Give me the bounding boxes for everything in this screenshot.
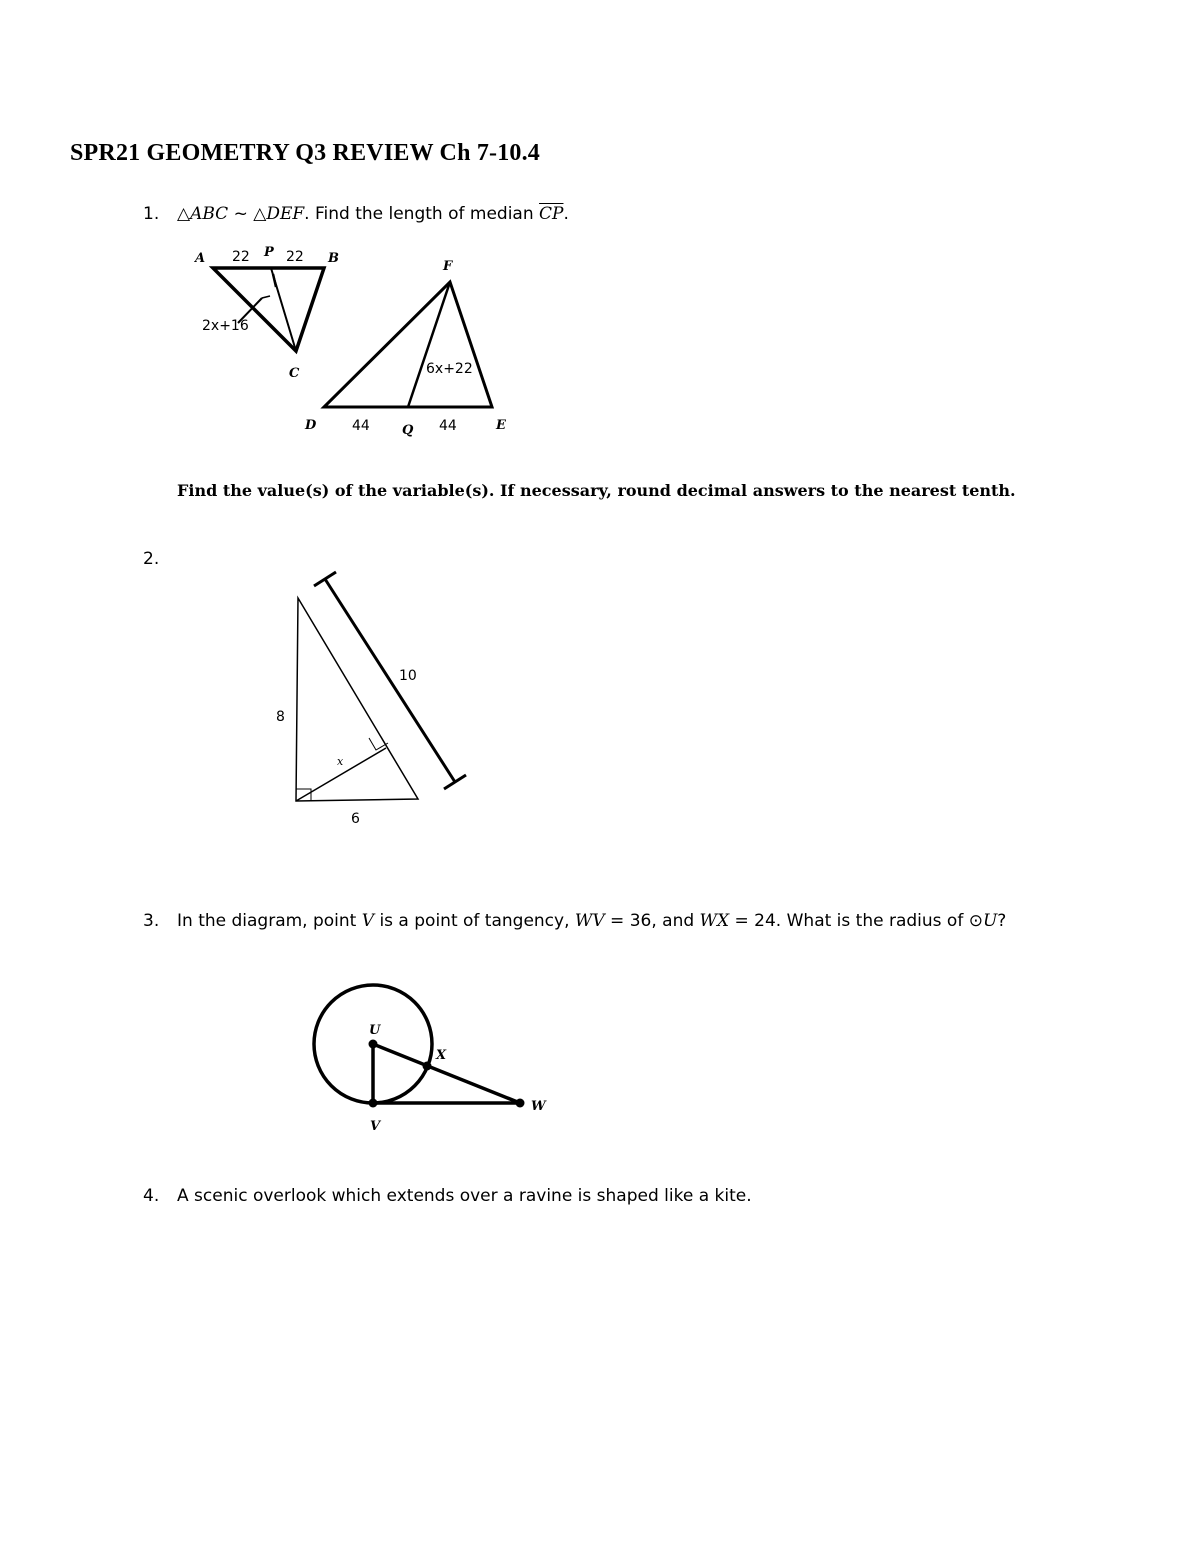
label-u: U [369, 1023, 381, 1038]
point-x-dot [423, 1062, 432, 1071]
triangle-icon: △ [177, 204, 191, 224]
page-title: SPR21 GEOMETRY Q3 REVIEW Ch 7-10.4 [70, 140, 541, 166]
label-altitude: x [337, 755, 344, 768]
similar-symbol: ~ [233, 204, 248, 224]
circle-icon: ⊙ [968, 911, 983, 931]
q3-text-4: = 24. What is the radius of [729, 911, 969, 931]
label-a: A [195, 251, 206, 266]
triangle-icon: △ [253, 204, 267, 224]
point-w-dot [516, 1099, 525, 1108]
question-1-number: 1. [143, 204, 160, 224]
question-2-number: 2. [143, 549, 160, 569]
label-d: D [305, 418, 317, 433]
point-u-dot [369, 1040, 378, 1049]
point-v-dot [369, 1099, 378, 1108]
label-p: P [264, 245, 274, 260]
label-pb: 22 [286, 249, 304, 265]
question-4-text: A scenic overlook which extends over a ravine is shaped like a kite. [177, 1186, 752, 1206]
secant-uw [373, 1044, 520, 1103]
q3-text-1: In the diagram, point [177, 911, 362, 931]
instruction-text: Find the value(s) of the variable(s). If necessary, round decimal answers to the nearest tenth. [177, 481, 1016, 500]
label-e: E [496, 418, 506, 433]
triangle-abc: ABC [190, 204, 229, 224]
q3-text-3: = 36, and [604, 911, 700, 931]
label-x: X [436, 1048, 447, 1063]
q3-text-5: ? [997, 911, 1007, 931]
question-4-number: 4. [143, 1186, 160, 1206]
label-bottom-leg: 6 [351, 811, 360, 827]
label-qe: 44 [439, 418, 457, 434]
label-w: W [531, 1099, 546, 1114]
label-c: C [289, 366, 300, 381]
label-hypotenuse: 10 [399, 668, 417, 684]
segment-wv: WV [574, 911, 605, 931]
label-q: Q [402, 423, 414, 438]
segment-wx: WX [699, 911, 730, 931]
question-1-prompt: . Find the length of median [304, 204, 540, 224]
question-3-number: 3. [143, 911, 160, 931]
median-cp: $\overline{CP}$ [539, 204, 564, 224]
question-1-end: . [563, 204, 569, 224]
label-dq: 44 [352, 418, 370, 434]
q3-text-2: is a point of tangency, [374, 911, 575, 931]
label-b: B [328, 251, 339, 266]
label-left-leg: 8 [276, 709, 285, 725]
circle-u: U [982, 911, 998, 931]
label-ap: 22 [232, 249, 250, 265]
triangle-def: DEF [266, 204, 305, 224]
point-v: V [361, 911, 375, 931]
label-v: V [370, 1119, 381, 1134]
label-f: F [443, 259, 453, 274]
label-ac: 2x+16 [202, 318, 249, 334]
label-fq: 6x+22 [426, 361, 473, 377]
